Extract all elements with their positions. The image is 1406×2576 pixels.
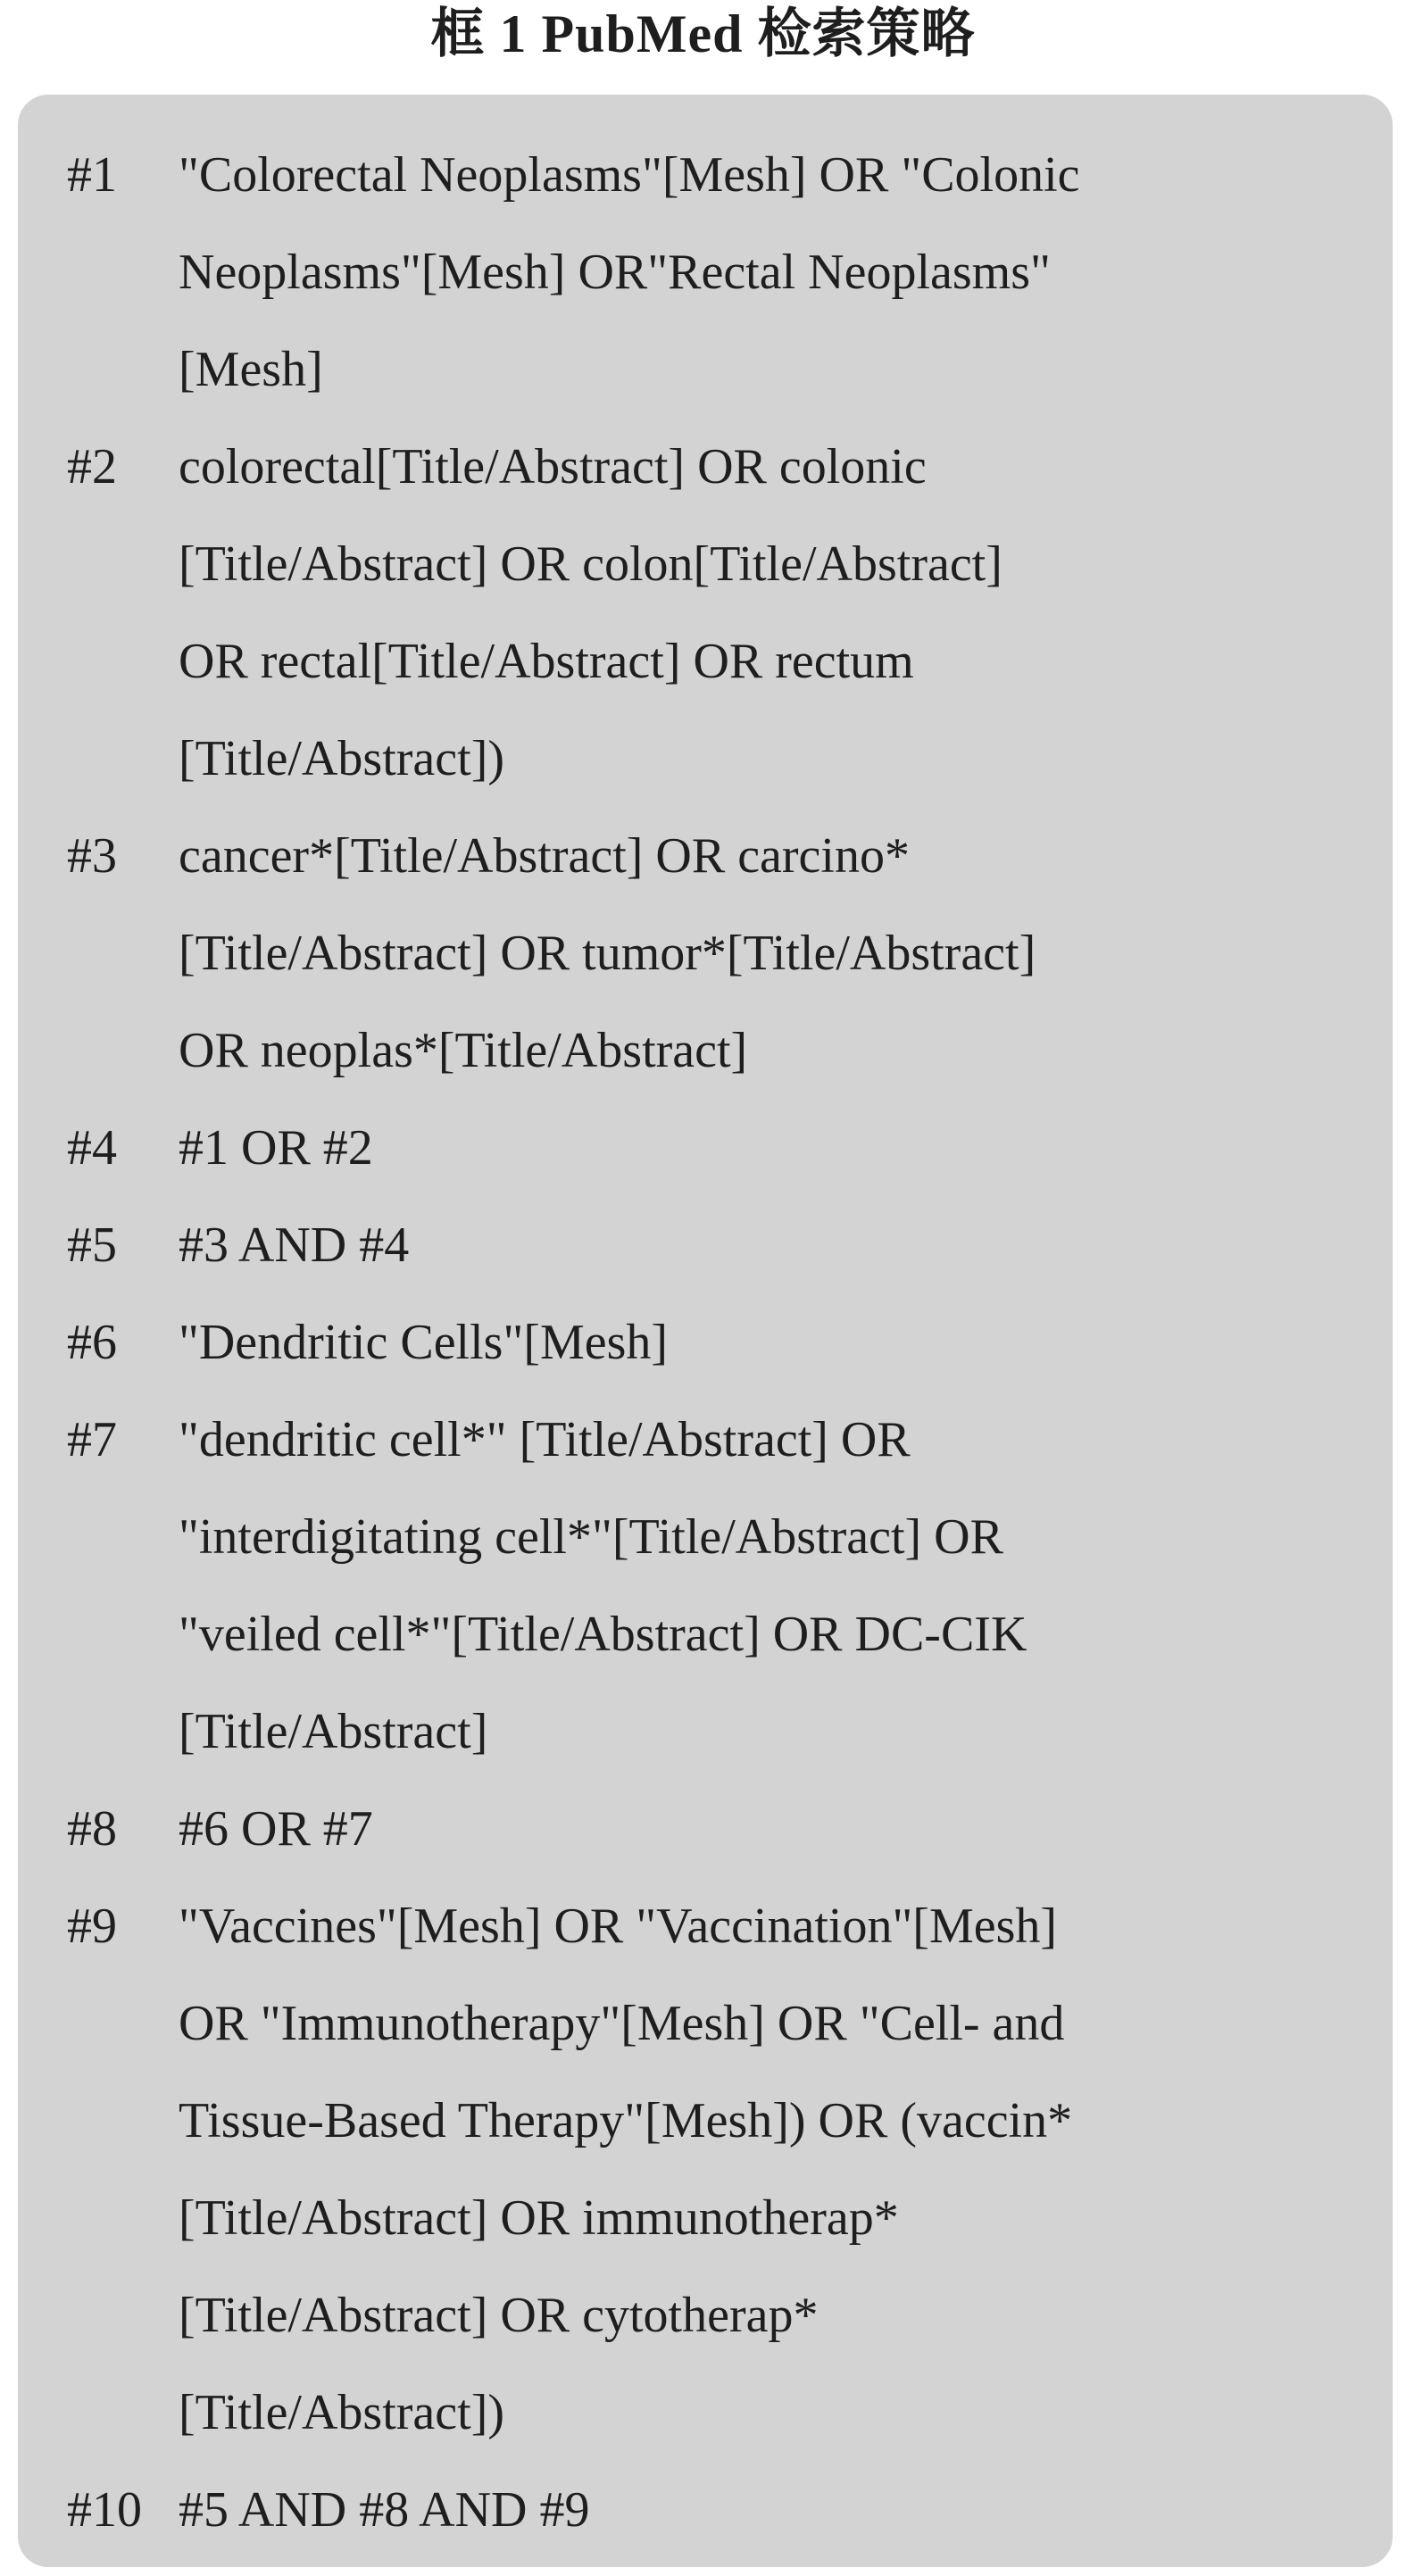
strategy-query-line: Neoplasms"[Mesh] OR"Rectal Neoplasms" [179, 245, 1051, 300]
strategy-step-number: #9 [67, 1899, 117, 1954]
strategy-query-line: OR neoplas*[Title/Abstract] [179, 1023, 748, 1078]
strategy-query-line: [Title/Abstract]) [179, 2385, 504, 2440]
strategy-query-line: [Title/Abstract] OR colon[Title/Abstract] [179, 536, 1003, 592]
strategy-query-line: Tissue-Based Therapy"[Mesh]) OR (vaccin* [179, 2093, 1073, 2148]
strategy-step-number: #1 [67, 147, 117, 203]
strategy-query-line: [Title/Abstract] OR immunotherap* [179, 2190, 899, 2246]
strategy-query [179, 2462, 1285, 2559]
strategy-step-number: #10 [67, 2482, 142, 2538]
strategy-row [18, 1392, 1393, 1781]
strategy-query-line: cancer*[Title/Abstract] OR carcino* [179, 828, 910, 884]
strategy-query [179, 1878, 1285, 2462]
strategy-query-line: [Title/Abstract] OR cytotherap* [179, 2288, 819, 2343]
strategy-query [179, 1100, 1285, 1197]
strategy-query [179, 127, 1285, 419]
strategy-query-line: [Mesh] [179, 342, 323, 397]
strategy-query-line: #1 OR #2 [179, 1120, 373, 1176]
strategy-query [179, 808, 1285, 1100]
strategy-query-line: [Title/Abstract]) [179, 731, 504, 786]
search-strategy-list [18, 127, 1393, 2559]
strategy-row [18, 1294, 1393, 1392]
strategy-row [18, 419, 1393, 808]
strategy-row [18, 808, 1393, 1100]
strategy-row [18, 1781, 1393, 1878]
strategy-query-line: "veiled cell*"[Title/Abstract] OR DC-CIK [179, 1607, 1027, 1662]
strategy-row [18, 1100, 1393, 1197]
strategy-query [179, 1294, 1285, 1392]
strategy-step-number: #8 [67, 1801, 117, 1857]
strategy-query-line: OR "Immunotherapy"[Mesh] OR "Cell- and [179, 1996, 1065, 2051]
strategy-row [18, 1878, 1393, 2462]
strategy-query-line: #3 AND #4 [179, 1217, 410, 1273]
strategy-row [18, 2462, 1393, 2559]
strategy-step-number: #5 [67, 1217, 117, 1273]
strategy-query-line: "Vaccines"[Mesh] OR "Vaccination"[Mesh] [179, 1899, 1058, 1954]
strategy-step-number: #7 [67, 1412, 117, 1467]
strategy-query [179, 1781, 1285, 1878]
box-title: 框 1 PubMed 检索策略 [430, 4, 976, 63]
strategy-step-number: #6 [67, 1315, 117, 1370]
strategy-query-line: OR rectal[Title/Abstract] OR rectum [179, 634, 914, 689]
strategy-query-line: #6 OR #7 [179, 1801, 373, 1857]
strategy-row [18, 127, 1393, 419]
search-strategy-panel [18, 95, 1393, 2567]
strategy-query [179, 1392, 1285, 1781]
strategy-step-number: #2 [67, 439, 117, 494]
strategy-query-line: #5 AND #8 AND #9 [179, 2482, 590, 2538]
strategy-query-line: colorectal[Title/Abstract] OR colonic [179, 439, 927, 494]
strategy-query-line: "interdigitating cell*"[Title/Abstract] OR [179, 1509, 1003, 1565]
strategy-query-line: "Dendritic Cells"[Mesh] [179, 1315, 669, 1370]
strategy-query [179, 1197, 1285, 1294]
strategy-row [18, 1197, 1393, 1294]
strategy-query-line: "dendritic cell*" [Title/Abstract] OR [179, 1412, 911, 1467]
strategy-query-line: "Colorectal Neoplasms"[Mesh] OR "Colonic [179, 147, 1080, 203]
strategy-query-line: [Title/Abstract] [179, 1704, 488, 1759]
strategy-query [179, 419, 1285, 808]
strategy-step-number: #3 [67, 828, 117, 884]
strategy-query-line: [Title/Abstract] OR tumor*[Title/Abstract] [179, 926, 1036, 981]
strategy-step-number: #4 [67, 1120, 117, 1176]
